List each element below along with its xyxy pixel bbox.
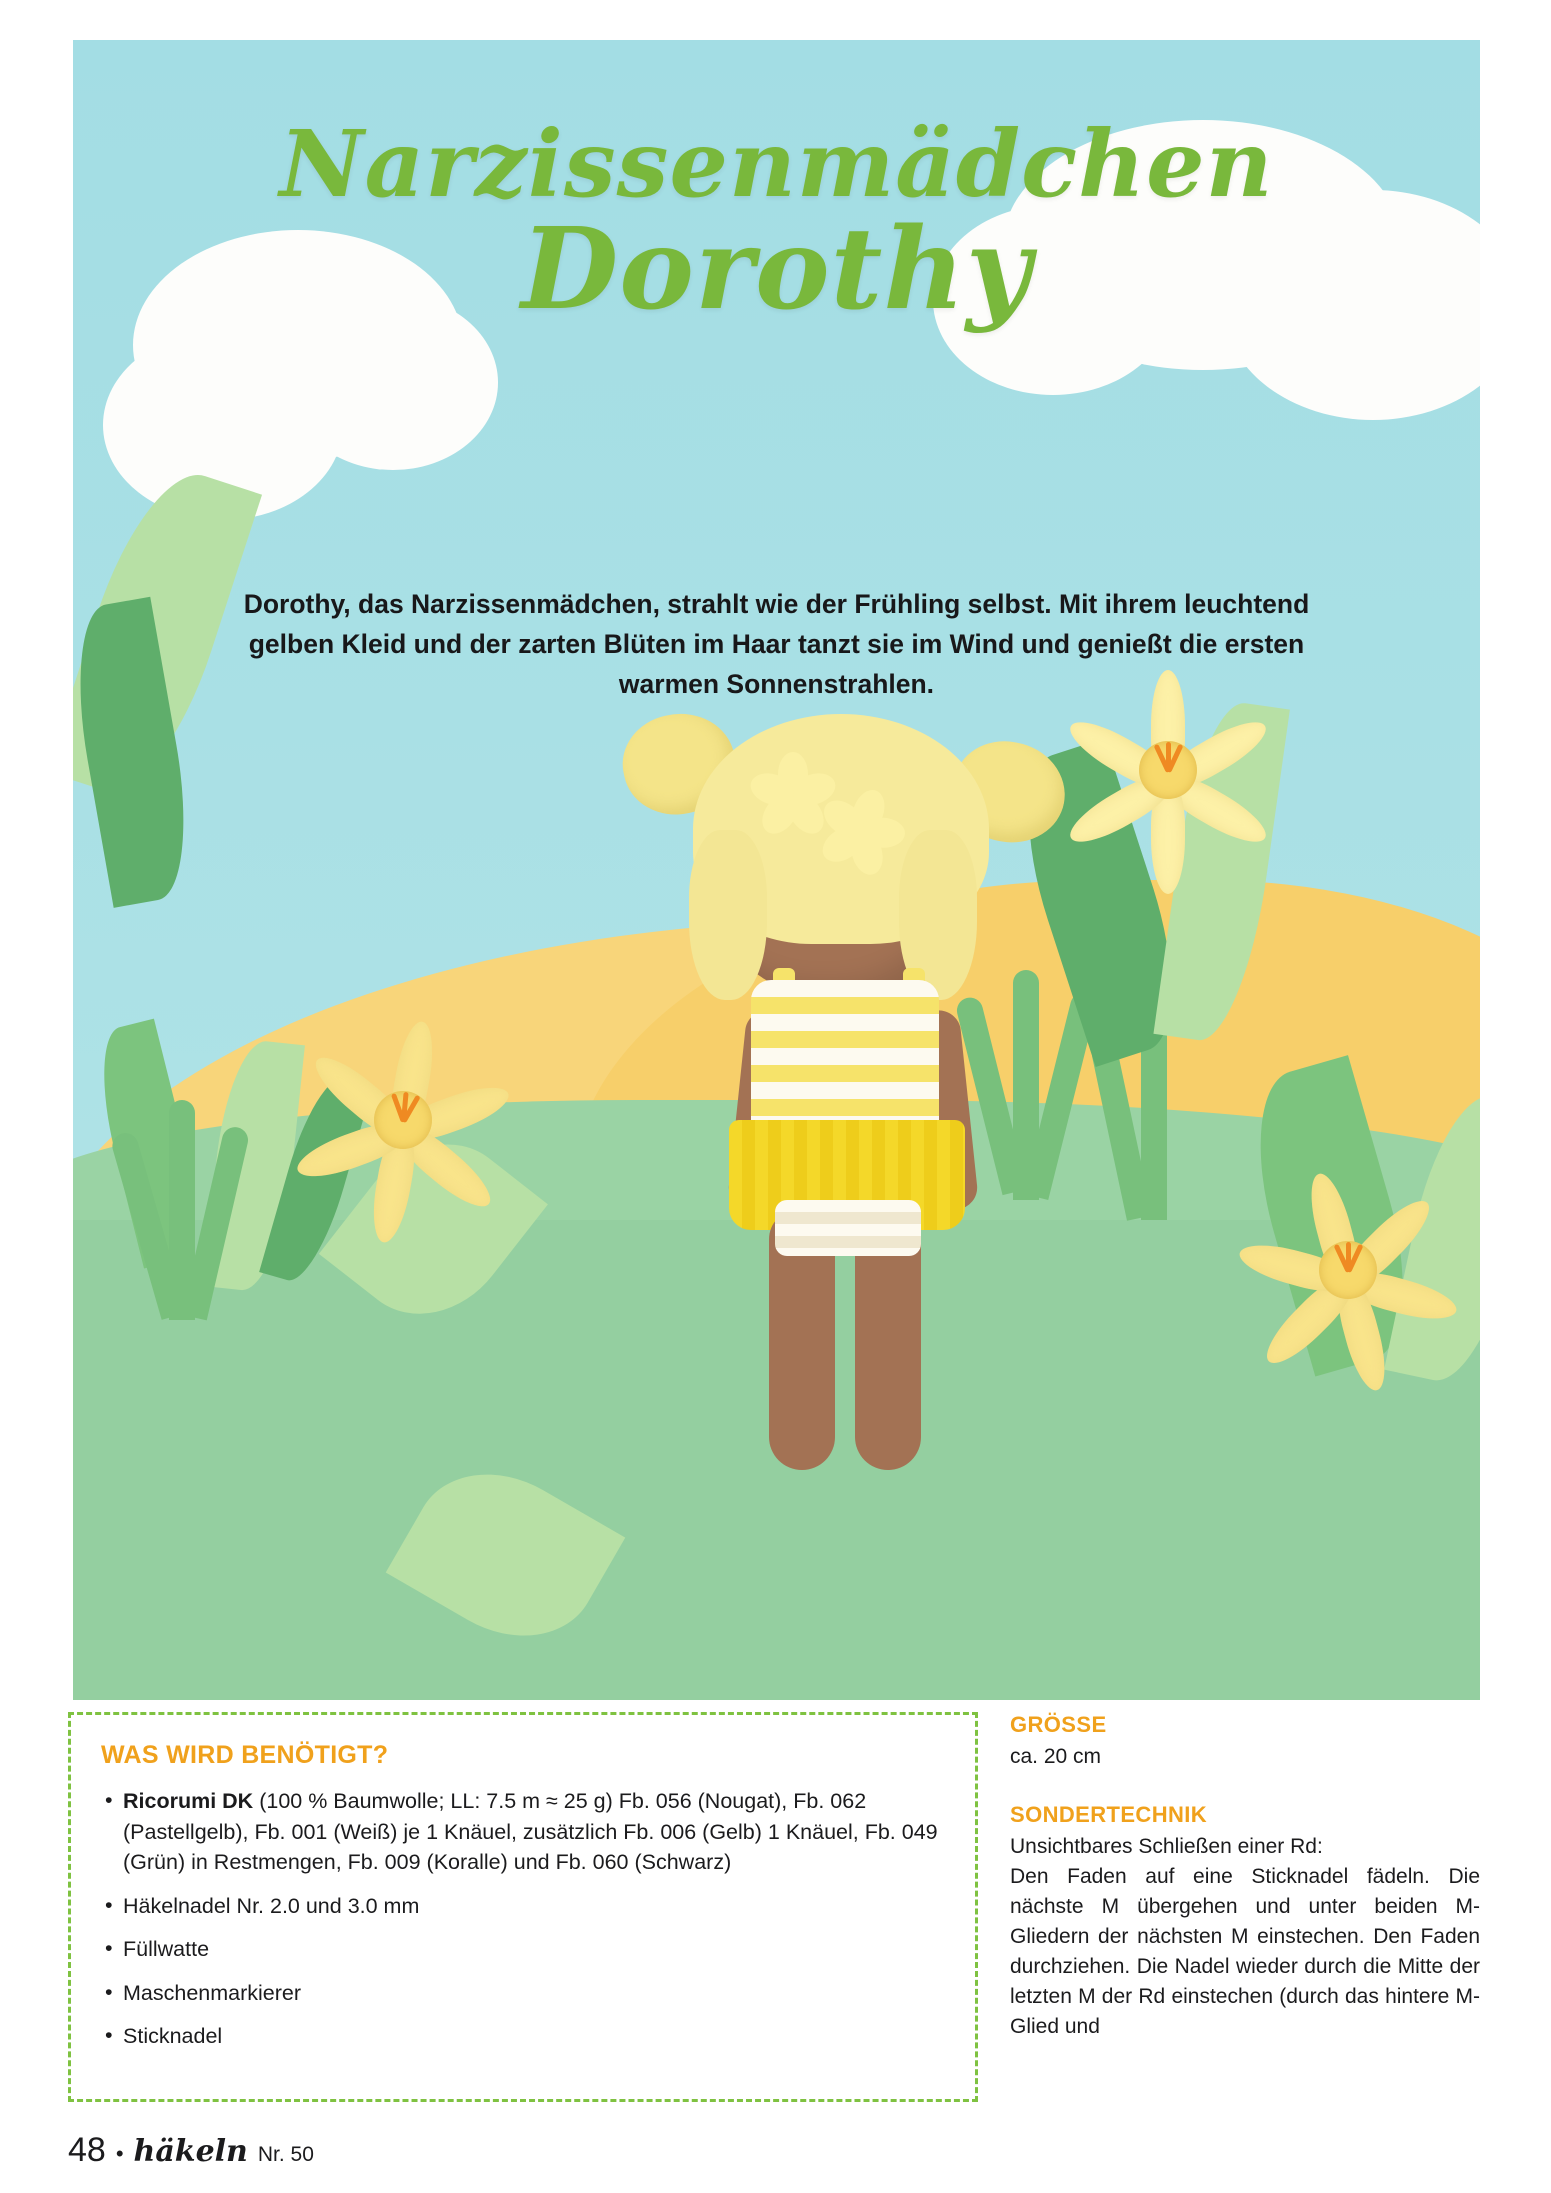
technique-body: Den Faden auf eine Sticknadel fädeln. Die nächste M übergehen und unter beiden M-Gliedern der nächsten M einstechen. Den Faden durchziehen. Die Nadel wieder durch die Mitte der letzten M der Rd einstechen (durch das hintere M-Glied und [1010, 1865, 1480, 2039]
right-column [1010, 1712, 1480, 2042]
technique-subtitle: Unsichtbares Schließen einer Rd: [1010, 1835, 1323, 1859]
doll-hair-left [689, 830, 767, 1000]
cloud-icon [288, 295, 498, 470]
intro-paragraph: Dorothy, das Narzissenmädchen, strahlt wie der Frühling selbst. Mit ihrem leuchtend gelben Kleid und der zarten Blüten im Haar tanzt sie im Wind und genießt die ersten warmen Sonnenstrahlen. [243, 589, 1310, 699]
size-heading: GRÖSSE [1010, 1712, 1107, 1737]
doll-hair-flower [819, 788, 903, 872]
page-number: 48 [68, 2131, 106, 2169]
hero-photo [73, 40, 1480, 1700]
page-footer [68, 2131, 314, 2170]
size-value: ca. 20 cm [1010, 1745, 1102, 1768]
material-detail: (100 % Baumwolle; LL: 7.5 m ≈ 25 g) Fb. 056 (Nougat), Fb. 062 (Pastellgelb), Fb. 001 (Weiß) je 1 Knäuel, zusätzlich Fb. 006 (Gelb) 1 Knäuel, Fb. 049 (Grün) in Restmengen, Fb. 009 (Koralle) und Fb. 060 (Schwarz) [123, 1789, 938, 1875]
material-brand: Ricorumi DK [123, 1789, 254, 1813]
doll-pants [775, 1200, 921, 1256]
title-line-2: Dorothy [521, 204, 1032, 335]
list-item [101, 1786, 945, 1878]
materials-box [68, 1712, 978, 2102]
magazine-brand: häkeln [133, 2134, 248, 2169]
list-item: • Häkelnadel Nr. 2.0 und 3.0 mm [101, 1891, 945, 1922]
footer-separator: • [115, 2141, 124, 2166]
list-item: • Füllwatte [101, 1934, 945, 1965]
technique-heading: SONDERTECHNIK [1010, 1802, 1208, 1828]
list-item: • Maschenmarkierer [101, 1978, 945, 2009]
doll-dress-bodice [751, 980, 939, 1140]
title-line-1: Narzissenmädchen [279, 110, 1274, 218]
bottom-section [0, 1712, 1551, 2192]
materials-list [101, 1786, 945, 2052]
list-item: • Sticknadel [101, 2021, 945, 2052]
issue-number: Nr. 50 [257, 2143, 314, 2166]
cloud-icon [933, 205, 1173, 395]
materials-heading: WAS WIRD BENÖTIGT? [101, 1741, 389, 1769]
crochet-doll [633, 680, 1063, 1640]
